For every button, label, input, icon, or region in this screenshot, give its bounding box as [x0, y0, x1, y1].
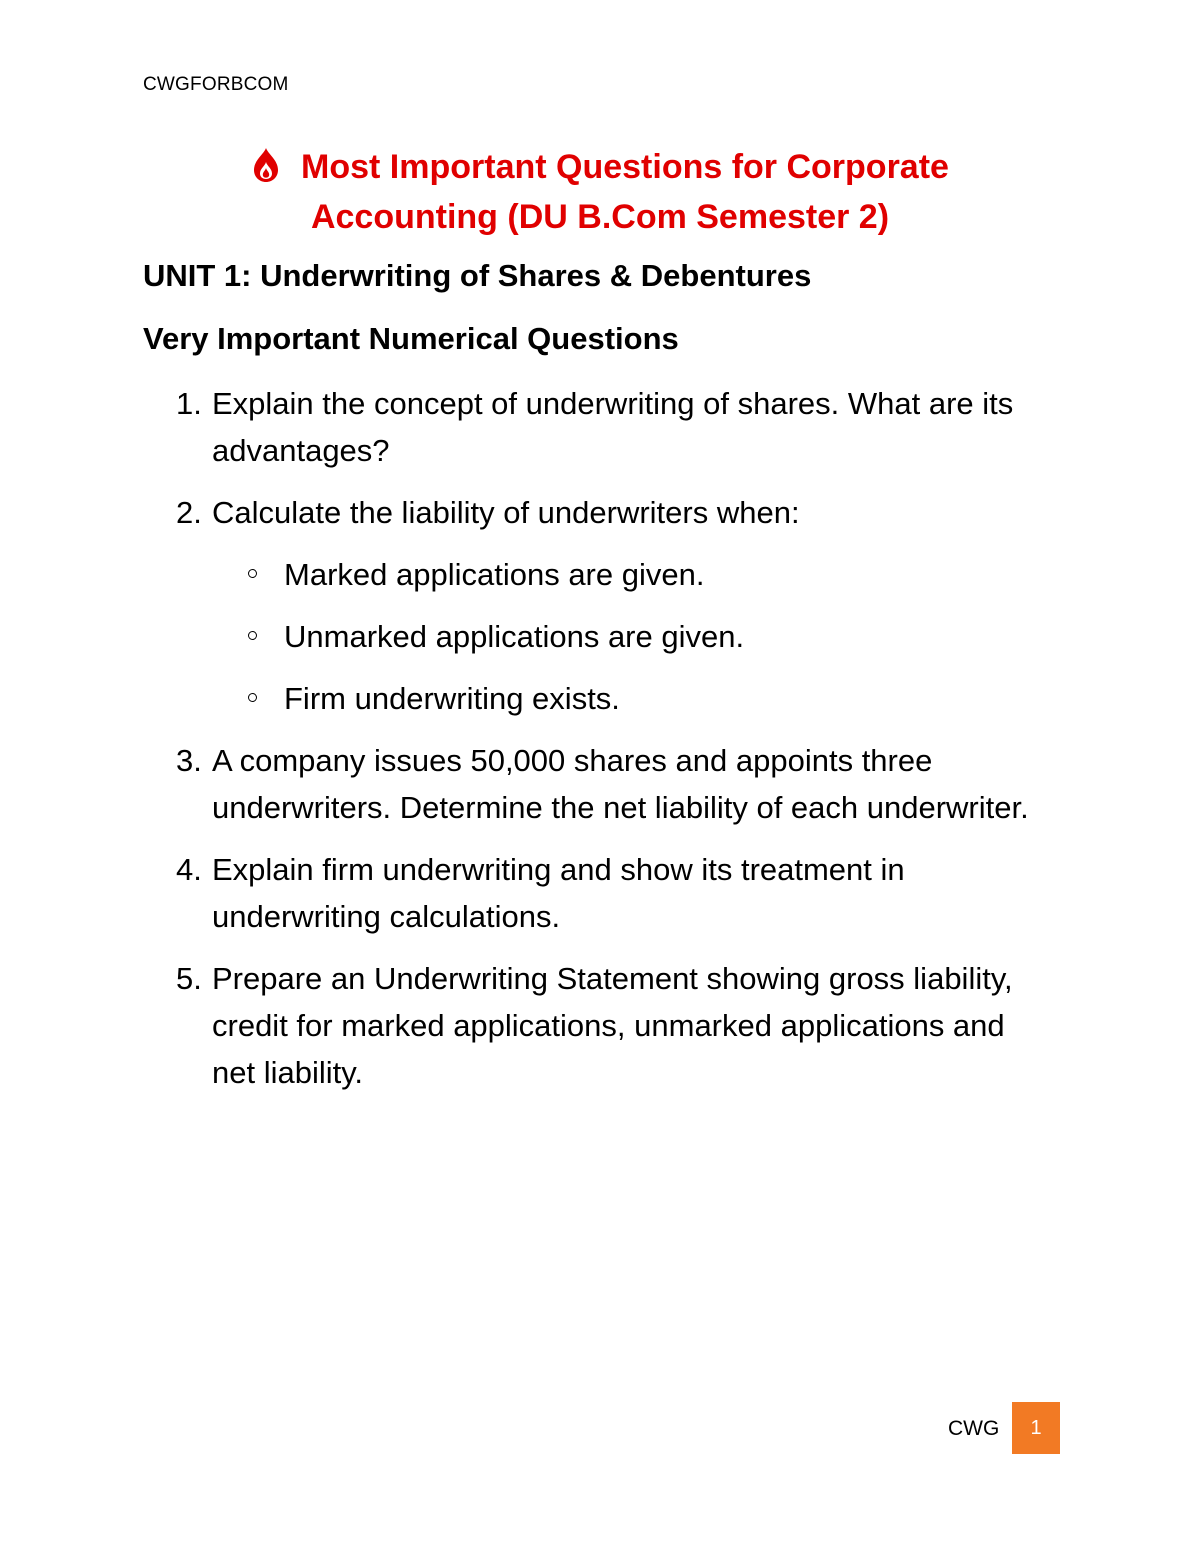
question-text: A company issues 50,000 shares and appoints three underwriters. Determine the net liability of each underwriter.	[212, 743, 1029, 825]
question-item	[0, 489, 1042, 722]
question-text: Explain the concept of underwriting of shares. What are its advantages?	[212, 386, 1014, 468]
section-heading: Very Important Numerical Questions	[143, 321, 679, 356]
question-item	[0, 955, 1042, 1096]
sub-question-item	[212, 613, 1042, 660]
question-list	[0, 380, 1200, 1111]
question-number: 4.	[176, 852, 202, 887]
sub-question-item	[212, 675, 1042, 722]
document-title	[0, 142, 1200, 242]
question-number: 5.	[176, 961, 202, 996]
question-item	[0, 846, 1042, 940]
title-text-line-1: Most Important Questions for Corporate	[301, 148, 949, 186]
sub-question-text: Marked applications are given.	[284, 557, 705, 592]
question-text: Explain firm underwriting and show its treatment in underwriting calculations.	[212, 852, 905, 934]
circle-bullet-icon	[248, 569, 257, 578]
page-number-badge: 1	[1012, 1402, 1060, 1454]
question-number: 2.	[176, 495, 202, 530]
unit-heading: UNIT 1: Underwriting of Shares & Debentures	[143, 258, 812, 293]
title-line-1	[0, 142, 1200, 192]
question-text: Prepare an Underwriting Statement showing gross liability, credit for marked applications, unmarked applications and net liability.	[212, 961, 1013, 1090]
question-item	[0, 737, 1042, 831]
title-text-line-2: Accounting (DU B.Com Semester 2)	[310, 198, 890, 236]
question-number: 1.	[176, 386, 202, 421]
footer-label: CWG	[948, 1417, 1000, 1440]
sub-question-item	[212, 551, 1042, 598]
sub-question-text: Firm underwriting exists.	[284, 681, 620, 716]
title-line-2	[0, 192, 1200, 242]
circle-bullet-icon	[248, 693, 257, 702]
question-number: 3.	[176, 743, 202, 778]
fire-icon	[251, 147, 281, 183]
question-text: Calculate the liability of underwriters when:	[212, 495, 800, 530]
page-header: CWGFORBCOM	[143, 74, 289, 95]
question-item	[0, 380, 1042, 474]
sub-question-list	[212, 551, 1042, 722]
circle-bullet-icon	[248, 631, 257, 640]
sub-question-text: Unmarked applications are given.	[284, 619, 745, 654]
